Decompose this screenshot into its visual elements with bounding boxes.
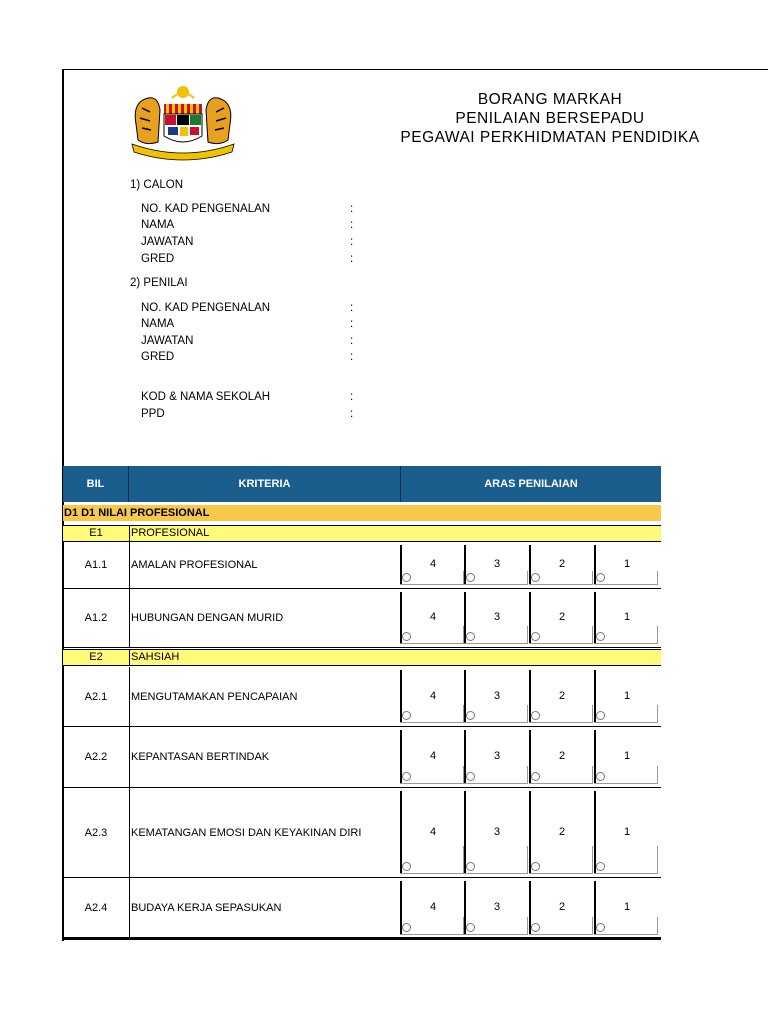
radio-button[interactable] xyxy=(466,923,475,932)
penilai-gred-label: GRED xyxy=(141,351,175,363)
penilai-jawatan-label: JAWATAN xyxy=(141,335,194,347)
header-kriteria: KRITERIA xyxy=(129,466,401,502)
row-bil: A2.3 xyxy=(63,788,130,877)
rating-1[interactable] xyxy=(594,791,658,874)
ppd-label: PPD xyxy=(141,408,165,420)
group-label: PROFESIONAL xyxy=(131,527,210,539)
rating-2[interactable] xyxy=(529,730,593,784)
radio-button[interactable] xyxy=(531,772,540,781)
colon: : xyxy=(350,351,354,363)
rating-label: 3 xyxy=(494,557,501,570)
sekolah-label: KOD & NAMA SEKOLAH xyxy=(141,391,271,403)
rating-2[interactable] xyxy=(529,670,593,723)
table-row xyxy=(63,667,661,727)
rating-4[interactable] xyxy=(400,881,464,935)
table-row xyxy=(63,788,661,878)
radio-button[interactable] xyxy=(402,862,411,871)
rating-label: 2 xyxy=(559,900,566,913)
malaysia-coat-of-arms-icon xyxy=(128,84,238,164)
table-row xyxy=(63,589,661,648)
colon: : xyxy=(350,302,354,314)
table-row xyxy=(63,542,661,589)
penilai-heading: 2) PENILAI xyxy=(130,277,188,289)
colon: : xyxy=(350,391,354,403)
rating-label: 4 xyxy=(430,900,437,913)
rating-label: 1 xyxy=(624,825,631,838)
radio-button[interactable] xyxy=(596,573,605,582)
radio-button[interactable] xyxy=(466,772,475,781)
rating-label: 1 xyxy=(624,749,631,762)
header-aras-penilaian: ARAS PENILAIAN xyxy=(401,466,661,502)
section-d1: D1 D1 NILAI PROFESIONAL xyxy=(63,505,661,521)
rating-2[interactable] xyxy=(529,592,593,644)
rating-4[interactable] xyxy=(400,545,464,585)
rating-3[interactable] xyxy=(464,730,528,784)
radio-button[interactable] xyxy=(531,711,540,720)
rating-1[interactable] xyxy=(594,545,658,585)
radio-button[interactable] xyxy=(531,573,540,582)
radio-button[interactable] xyxy=(402,772,411,781)
rating-2[interactable] xyxy=(529,545,593,585)
radio-button[interactable] xyxy=(466,632,475,641)
penilai-nama-label: NAMA xyxy=(141,318,175,330)
radio-button[interactable] xyxy=(531,862,540,871)
rating-4[interactable] xyxy=(400,791,464,874)
group-code: E2 xyxy=(63,650,130,665)
group-e2 xyxy=(63,649,661,666)
rating-label: 2 xyxy=(559,825,566,838)
group-code: E1 xyxy=(63,526,130,541)
rating-4[interactable] xyxy=(400,592,464,644)
row-kriteria: AMALAN PROFESIONAL xyxy=(131,559,258,571)
title-line-3: PEGAWAI PERKHIDMATAN PENDIDIKA xyxy=(400,129,700,146)
row-kriteria: HUBUNGAN DENGAN MURID xyxy=(131,612,284,624)
calon-jawatan-label: JAWATAN xyxy=(141,236,194,248)
table-bottom-border xyxy=(62,937,661,940)
radio-button[interactable] xyxy=(596,772,605,781)
rating-label: 4 xyxy=(430,610,437,623)
rating-label: 1 xyxy=(624,689,631,702)
radio-button[interactable] xyxy=(596,862,605,871)
rating-3[interactable] xyxy=(464,670,528,723)
row-kriteria: BUDAYA KERJA SEPASUKAN xyxy=(131,902,282,914)
rating-label: 2 xyxy=(559,610,566,623)
group-e1 xyxy=(63,525,661,542)
row-kriteria: KEPANTASAN BERTINDAK xyxy=(131,751,270,763)
row-bil: A1.1 xyxy=(63,542,130,588)
rating-label: 2 xyxy=(559,749,566,762)
calon-gred-label: GRED xyxy=(141,253,175,265)
radio-button[interactable] xyxy=(402,573,411,582)
rating-label: 4 xyxy=(430,689,437,702)
radio-button[interactable] xyxy=(596,711,605,720)
rating-4[interactable] xyxy=(400,730,464,784)
colon: : xyxy=(350,253,354,265)
rating-2[interactable] xyxy=(529,791,593,874)
rating-label: 3 xyxy=(494,825,501,838)
rating-label: 2 xyxy=(559,557,566,570)
rating-label: 3 xyxy=(494,749,501,762)
colon: : xyxy=(350,203,354,215)
row-bil: A2.1 xyxy=(63,667,130,726)
rating-1[interactable] xyxy=(594,670,658,723)
calon-ic-label: NO. KAD PENGENALAN xyxy=(141,203,271,215)
rating-label: 2 xyxy=(559,689,566,702)
radio-button[interactable] xyxy=(531,632,540,641)
radio-button[interactable] xyxy=(402,632,411,641)
colon: : xyxy=(350,318,354,330)
row-bil: A2.2 xyxy=(63,727,130,787)
rating-label: 1 xyxy=(624,900,631,913)
rating-2[interactable] xyxy=(529,881,593,935)
form-title xyxy=(330,90,768,147)
radio-button[interactable] xyxy=(466,573,475,582)
radio-button[interactable] xyxy=(402,711,411,720)
title-line-2: PENILAIAN BERSEPADU xyxy=(455,110,645,127)
rating-label: 1 xyxy=(624,610,631,623)
rating-label: 3 xyxy=(494,900,501,913)
calon-heading: 1) CALON xyxy=(130,179,184,191)
rating-1[interactable] xyxy=(594,881,658,935)
rating-3[interactable] xyxy=(464,881,528,935)
rating-3[interactable] xyxy=(464,791,528,874)
header-bil: BIL xyxy=(63,466,129,502)
rating-label: 3 xyxy=(494,689,501,702)
penilai-ic-label: NO. KAD PENGENALAN xyxy=(141,302,271,314)
rating-3[interactable] xyxy=(464,592,528,644)
rating-1[interactable] xyxy=(594,592,658,644)
title-line-1: BORANG MARKAH xyxy=(477,91,623,108)
radio-button[interactable] xyxy=(402,923,411,932)
colon: : xyxy=(350,335,354,347)
radio-button[interactable] xyxy=(596,923,605,932)
rating-3[interactable] xyxy=(464,545,528,585)
row-kriteria: KEMATANGAN EMOSI DAN KEYAKINAN DIRI xyxy=(131,826,362,839)
colon: : xyxy=(350,219,354,231)
row-bil: A2.4 xyxy=(63,878,130,938)
group-label: SAHSIAH xyxy=(131,651,180,663)
colon: : xyxy=(350,408,354,420)
rating-label: 4 xyxy=(430,825,437,838)
rating-label: 4 xyxy=(430,557,437,570)
rating-label: 3 xyxy=(494,610,501,623)
colon: : xyxy=(350,236,354,248)
radio-button[interactable] xyxy=(466,711,475,720)
radio-button[interactable] xyxy=(531,923,540,932)
table-row xyxy=(63,727,661,788)
table-row xyxy=(63,878,661,938)
rating-label: 4 xyxy=(430,749,437,762)
radio-button[interactable] xyxy=(596,632,605,641)
row-kriteria: MENGUTAMAKAN PENCAPAIAN xyxy=(131,690,298,703)
calon-nama-label: NAMA xyxy=(141,219,175,231)
rating-label: 1 xyxy=(624,557,631,570)
rating-1[interactable] xyxy=(594,730,658,784)
row-bil: A1.2 xyxy=(63,589,130,647)
radio-button[interactable] xyxy=(466,862,475,871)
rating-4[interactable] xyxy=(400,670,464,723)
